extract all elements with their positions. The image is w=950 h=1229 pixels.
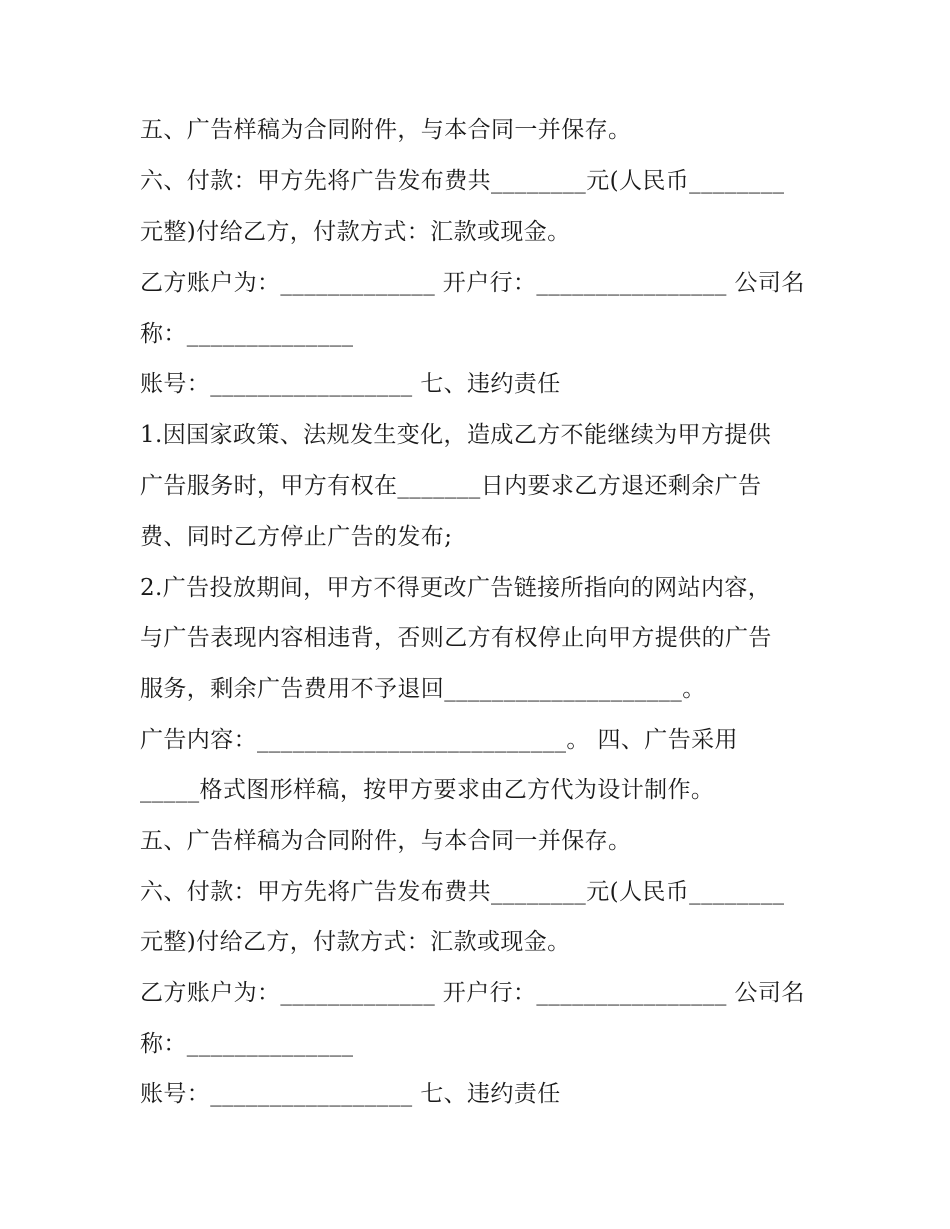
text-line: 称：______________ [140, 1031, 354, 1057]
text-line: 元整)付给乙方，付款方式：汇款或现金。 [140, 219, 571, 245]
text-line: 账号：_________________ 七、违约责任 [140, 371, 561, 397]
text-line: 与广告表现内容相违背，否则乙方有权停止向甲方提供的广告 [140, 625, 772, 651]
text-line: 广告服务时，甲方有权在_______日内要求乙方退还剩余广告 [140, 473, 762, 499]
text-line: 称：______________ [140, 321, 354, 347]
text-line: 服务，剩余广告费用不予退回____________________。 [140, 676, 706, 702]
text-line: 2.广告投放期间，甲方不得更改广告链接所指向的网站内容， [140, 575, 772, 601]
text-line: 1.因国家政策、法规发生变化，造成乙方不能继续为甲方提供 [140, 422, 772, 448]
text-line: 账号：_________________ 七、违约责任 [140, 1081, 561, 1107]
text-line: 六、付款：甲方先将广告发布费共________元(人民币________ [140, 168, 785, 194]
text-line: 费、同时乙方停止广告的发布; [140, 524, 453, 550]
text-line: _____格式图形样稿，按甲方要求由乙方代为设计制作。 [140, 777, 715, 803]
text-line: 广告内容：__________________________。 四、广告采用 [140, 727, 738, 753]
text-line: 六、付款：甲方先将广告发布费共________元(人民币________ [140, 879, 785, 905]
text-line: 元整)付给乙方，付款方式：汇款或现金。 [140, 929, 571, 955]
text-line: 五、广告样稿为合同附件，与本合同一并保存。 [140, 828, 632, 854]
text-line: 乙方账户为：_____________ 开户行：________________ 公司名 [140, 270, 805, 296]
text-line: 乙方账户为：_____________ 开户行：________________ 公司名 [140, 980, 805, 1006]
text-line: 五、广告样稿为合同附件，与本合同一并保存。 [140, 117, 632, 143]
